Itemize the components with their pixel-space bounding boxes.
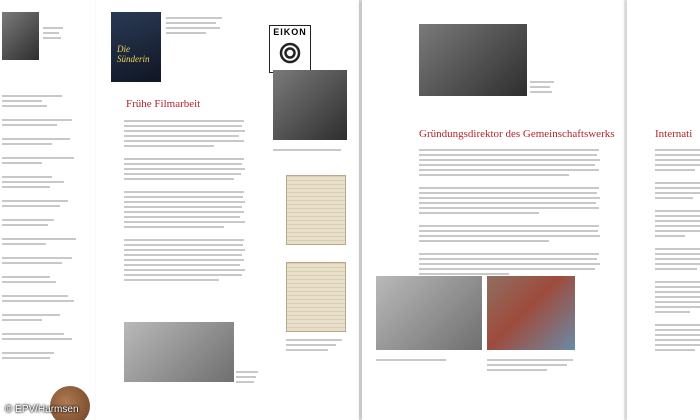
brick-building-photo-caption: [487, 356, 575, 374]
newspaper-clipping-1: [286, 175, 346, 245]
two-men-photo-caption: [273, 146, 343, 154]
wedding-photo: [2, 12, 39, 60]
page-international: [627, 0, 700, 420]
page-left-timeline: [0, 0, 97, 420]
clipping-caption: [286, 336, 344, 354]
group-photo-caption: [236, 368, 260, 386]
body-text-block: [419, 146, 601, 278]
body-text-partial: [655, 146, 700, 354]
timeline-list: [2, 92, 88, 362]
newspaper-clipping-2: [286, 262, 346, 332]
photo-credit: © EPV/Harmsen: [5, 404, 79, 415]
film-poster: [111, 12, 161, 82]
eikon-logo: [269, 25, 311, 73]
reception-photo: [419, 24, 527, 96]
red-brick-building-photo: [487, 276, 575, 350]
page-founding-director: [362, 0, 624, 420]
body-text-column: [124, 117, 246, 284]
poster-caption: [166, 14, 224, 37]
poster-title: Die Sünderin: [117, 44, 150, 64]
eikon-spiral-icon: [279, 42, 301, 64]
page-heading-international: Internati: [655, 128, 693, 140]
reception-photo-caption: [530, 78, 556, 96]
page-heading-founding-director: Gründungsdirektor des Gemeinschaftswerks: [419, 128, 615, 140]
two-men-photo: [273, 70, 347, 140]
wedding-photo-caption: [43, 24, 65, 42]
page-early-film-work: [96, 0, 359, 420]
building-construction-photo: [376, 276, 482, 350]
eikon-logo-text: EIKON: [273, 27, 307, 37]
construction-photo-caption: [376, 356, 476, 364]
page-heading-early-film: Frühe Filmarbeit: [126, 98, 201, 110]
group-photo-bottom: [124, 322, 234, 382]
